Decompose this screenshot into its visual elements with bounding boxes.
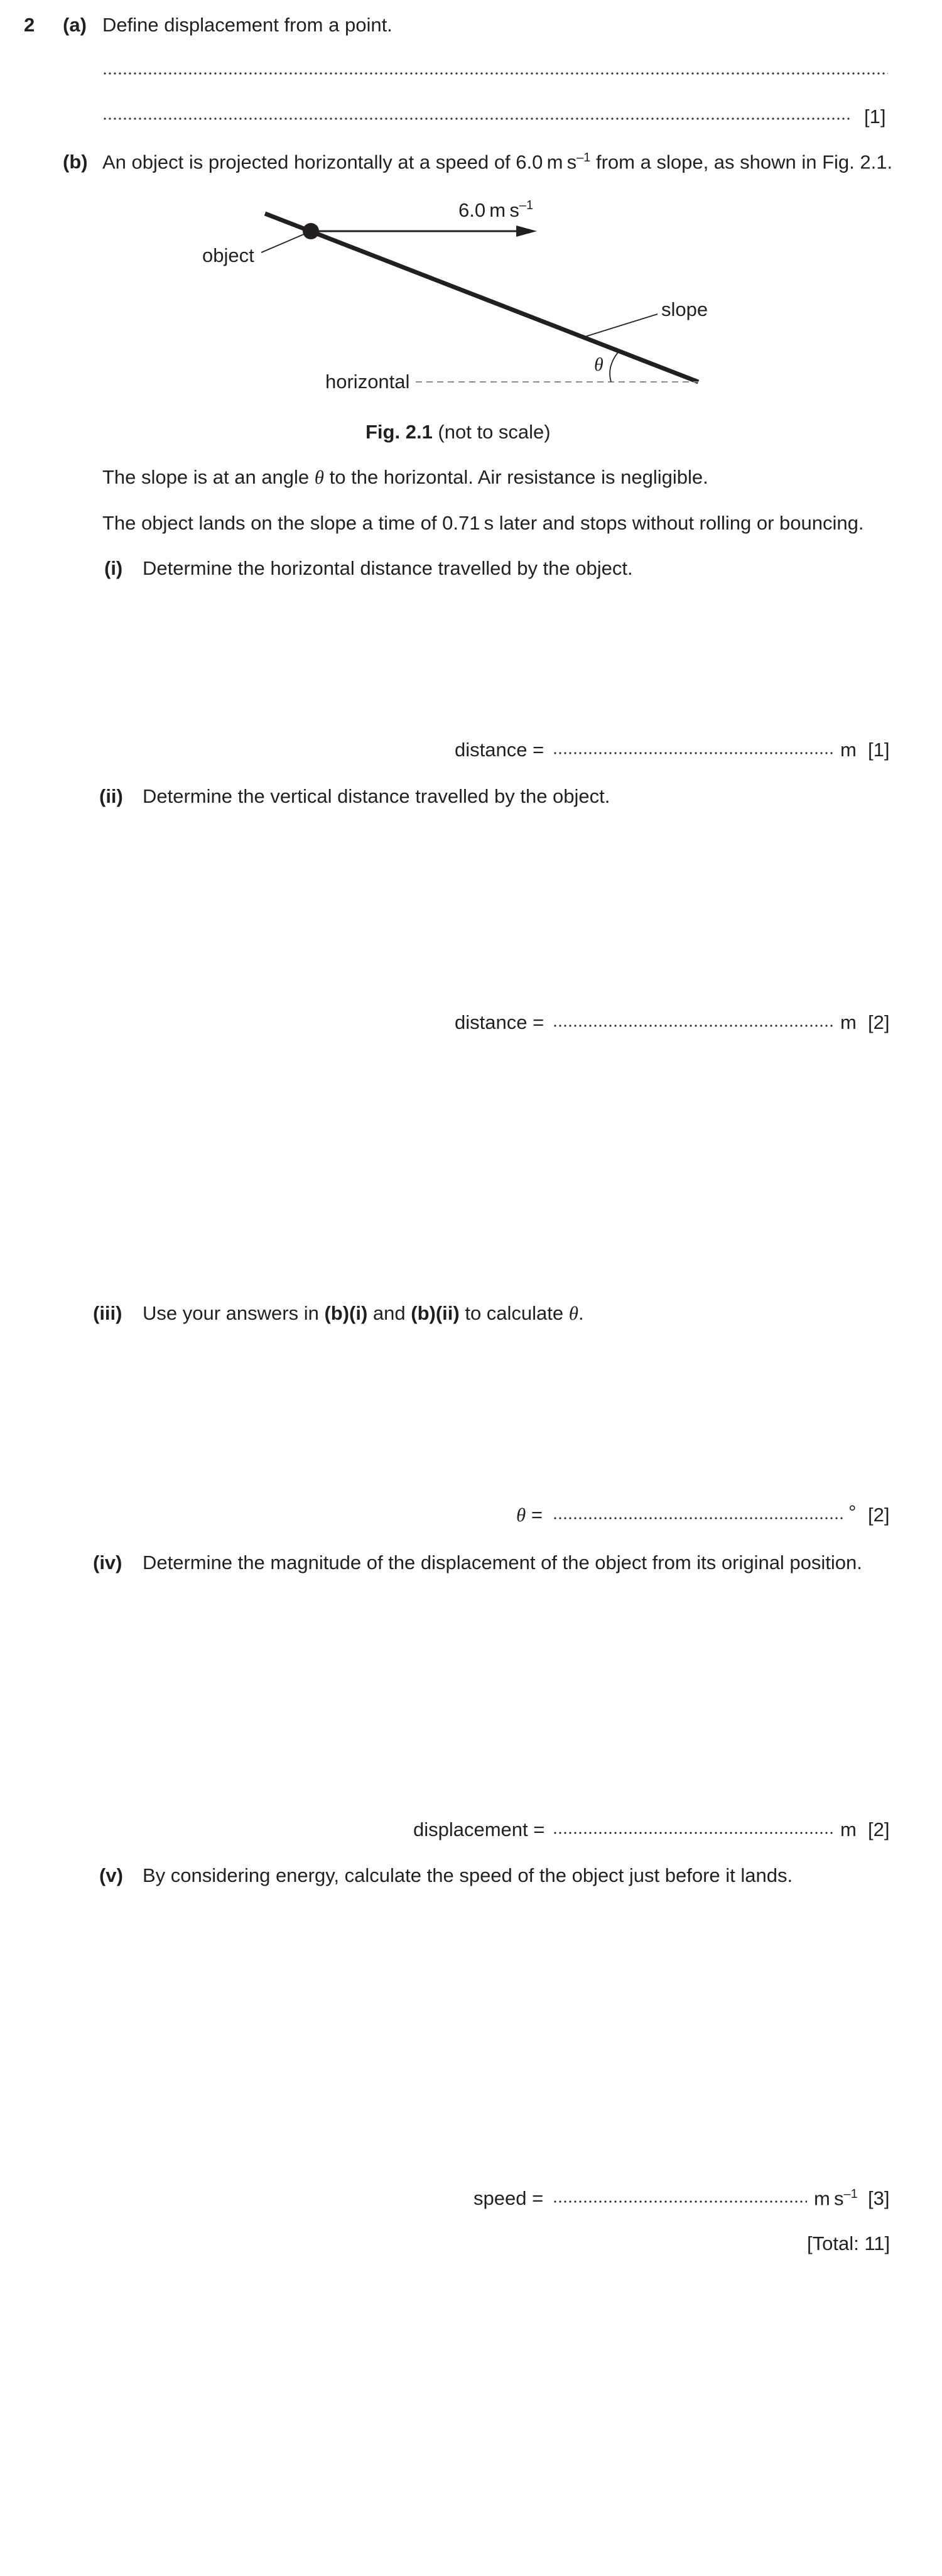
theta-label: θ [594, 354, 604, 375]
part-ii-answer-line[interactable] [553, 1024, 834, 1028]
slope-line [265, 214, 698, 382]
part-v-marks: [3] [868, 2187, 890, 2209]
part-v-unit-sup: –1 [843, 2187, 858, 2201]
part-iv-label: (iv) [93, 1552, 122, 1573]
part-b-intro-post: from a slope, as shown in Fig. 2.1. [590, 151, 893, 173]
part-iii-answer-label [516, 1504, 543, 1526]
slope-label: slope [661, 298, 708, 320]
part-iii-ref2: (b)(ii) [411, 1302, 460, 1324]
part-i-unit: m [840, 739, 857, 761]
part-i-label: (i) [104, 557, 123, 579]
part-iv-text: Determine the magnitude of the displacement of the object from its original position. [143, 1552, 862, 1573]
part-a-label: (a) [63, 14, 87, 36]
part-iii-text-post1: to calculate [459, 1302, 569, 1324]
velocity-arrow-head [516, 226, 537, 237]
object-leader-line [261, 234, 305, 253]
part-iii-answer-theta: θ [516, 1504, 526, 1526]
part-iii-unit: ° [848, 1501, 857, 1523]
part-ii-unit: m [840, 1011, 857, 1033]
question-number: 2 [24, 14, 35, 36]
part-iv-unit: m [840, 1818, 857, 1840]
object-dot [303, 223, 319, 239]
part-ii-label: (ii) [99, 785, 123, 807]
paragraph-slope-angle [102, 466, 708, 489]
part-i-marks: [1] [868, 739, 890, 761]
angle-arc [610, 352, 618, 382]
paragraph-slope-angle-post: to the horizontal. Air resistance is negligible. [324, 466, 708, 488]
part-iii-text-pre: Use your answers in [143, 1302, 325, 1324]
object-label: object [202, 244, 254, 266]
theta-symbol: θ [314, 466, 325, 488]
part-iv-marks: [2] [868, 1818, 890, 1840]
part-ii-text: Determine the vertical distance travelled by the object. [143, 785, 610, 807]
paragraph-slope-angle-pre: The slope is at an angle [102, 466, 315, 488]
part-i-answer-label: distance = [455, 739, 544, 761]
part-ii-answer-label: distance = [455, 1011, 544, 1033]
part-v-text: By considering energy, calculate the speed of the object just before it lands. [143, 1864, 793, 1886]
part-iii-text-mid: and [367, 1302, 411, 1324]
part-v-unit [814, 2187, 858, 2210]
part-v-unit-text: m s [814, 2187, 844, 2210]
part-a-text: Define displacement from a point. [102, 14, 392, 36]
total-marks: [Total: 11] [807, 2232, 891, 2254]
figure-caption-bold: Fig. 2.1 [365, 421, 433, 443]
figure-caption [365, 421, 551, 443]
part-iv-answer-label: displacement = [413, 1818, 545, 1840]
part-v-answer-label: speed = [474, 2187, 544, 2209]
part-iii-ref1: (b)(i) [324, 1302, 368, 1324]
part-i-answer-line[interactable] [553, 751, 834, 755]
paragraph-landing-time: The object lands on the slope a time of 0.71 s later and stops without rolling or bouncing. [102, 512, 864, 534]
part-iii-theta: θ [568, 1302, 578, 1324]
slope-leader-line [581, 314, 658, 338]
part-b-label: (b) [63, 151, 88, 173]
part-iii-answer-eq: = [526, 1504, 543, 1526]
speed-label: 6.0 m $s^{-1}$ [458, 198, 534, 221]
part-iv-answer-line[interactable] [553, 1831, 834, 1835]
part-v-answer-line[interactable] [553, 2200, 807, 2204]
part-v-label: (v) [99, 1864, 123, 1886]
part-iii-text [143, 1302, 584, 1325]
part-iii-label: (iii) [93, 1302, 122, 1324]
figure-caption-rest: (not to scale) [432, 421, 551, 443]
part-a-marks: [1] [864, 106, 886, 128]
part-ii-marks: [2] [868, 1011, 890, 1033]
figure-2-1 [0, 0, 942, 440]
part-iii-answer-line[interactable] [553, 1516, 843, 1520]
part-iii-marks: [2] [868, 1504, 890, 1526]
part-iii-text-post2: . [578, 1302, 584, 1324]
horizontal-label: horizontal [325, 371, 410, 393]
part-b-intro-pre: An object is projected horizontally at a speed of 6.0 m s [102, 151, 577, 173]
part-b-intro-sup: –1 [577, 151, 591, 165]
part-i-text: Determine the horizontal distance travelled by the object. [143, 557, 633, 579]
